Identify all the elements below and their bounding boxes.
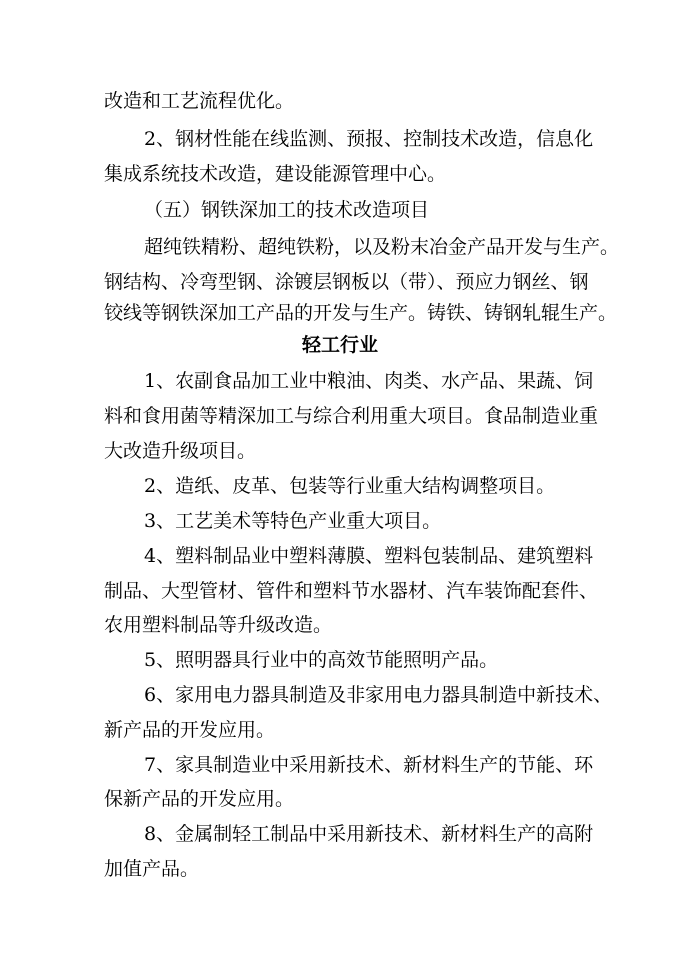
text-line: 4、塑料制品业中塑料薄膜、塑料包装制品、建筑塑料 bbox=[144, 545, 594, 567]
text-line: 1、农副食品加工业中粮油、肉类、水产品、果蔬、饲 bbox=[144, 370, 594, 392]
text-line: 保新产品的开发应用。 bbox=[104, 788, 295, 810]
text-line: 2、造纸、皮革、包装等行业重大结构调整项目。 bbox=[144, 475, 556, 497]
section-heading: 轻工行业 bbox=[301, 334, 378, 356]
text-line: 加值产品。 bbox=[104, 858, 200, 880]
text-line: 大改造升级项目。 bbox=[104, 440, 257, 462]
text-line: 集成系统技术改造，建设能源管理中心。 bbox=[104, 163, 447, 185]
text-line: 2、钢材性能在线监测、预报、控制技术改造，信息化 bbox=[144, 128, 594, 150]
text-line: 农用塑料制品等升级改造。 bbox=[104, 614, 333, 636]
text-line: 7、家具制造业中采用新技术、新材料生产的节能、环 bbox=[144, 754, 594, 776]
section-subheading: （五）钢铁深加工的技术改造项目 bbox=[144, 199, 430, 221]
text-line: 新产品的开发应用。 bbox=[104, 719, 276, 741]
text-line: 改造和工艺流程优化。 bbox=[104, 90, 295, 112]
text-line: 钢结构、冷弯型钢、涂镀层钢板以（带）、预应力钢丝、钢 bbox=[104, 271, 589, 293]
text-line: 5、照明器具行业中的高效节能照明产品。 bbox=[144, 649, 499, 671]
text-line: 制品、大型管材、管件和塑料节水器材、汽车装饰配套件、 bbox=[104, 580, 599, 602]
text-line: 超纯铁精粉、超纯铁粉，以及粉末冶金产品开发与生产。 bbox=[144, 236, 620, 258]
text-line: 料和食用菌等精深加工与综合利用重大项目。食品制造业重 bbox=[104, 405, 599, 427]
text-line: 8、金属制轻工制品中采用新技术、新材料生产的高附 bbox=[144, 823, 594, 845]
text-line: 铰线等钢铁深加工产品的开发与生产。铸铁、铸钢轧辊生产。 bbox=[104, 302, 618, 324]
text-line: 6、家用电力器具制造及非家用电力器具制造中新技术、 bbox=[144, 684, 613, 706]
text-line: 3、工艺美术等特色产业重大项目。 bbox=[144, 510, 442, 532]
